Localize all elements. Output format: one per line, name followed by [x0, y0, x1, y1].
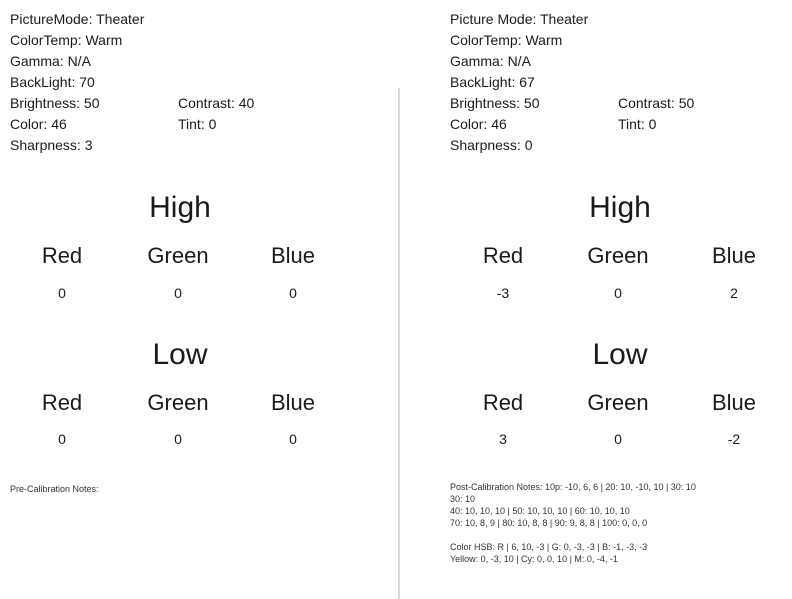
- post-calibration-column: [400, 0, 792, 599]
- calibration-notes: [450, 481, 696, 565]
- low-blue-label: Blue: [711, 390, 757, 415]
- contrast: Contrast: 40: [178, 95, 255, 111]
- color: Color: 46: [10, 116, 67, 132]
- notes-line: Yellow: 0, -3, 10 | Cy: 0, 0, 10 | M: 0, -4, -1: [450, 554, 618, 564]
- high-red-label: Red: [41, 243, 83, 268]
- picture-mode: Picture Mode: Theater: [450, 11, 589, 27]
- low-heading: Low: [152, 338, 208, 371]
- notes-spacer: [450, 529, 696, 541]
- low-red-label: Red: [41, 390, 83, 415]
- low-green-value: 0: [614, 431, 622, 447]
- color: Color: 46: [450, 116, 507, 132]
- low-red-value: 3: [499, 431, 507, 447]
- low-green-label: Green: [587, 390, 649, 415]
- high-green-value: 0: [174, 285, 182, 301]
- notes-line: Post-Calibration Notes: 10p: -10, 6, 6 | 20: 10, -10, 10 | 30: 10: [450, 482, 696, 492]
- low-red-label: Red: [482, 390, 524, 415]
- notes-line: 30: 10: [450, 494, 476, 504]
- calibration-notes: [10, 483, 99, 495]
- low-blue-label: Blue: [270, 390, 316, 415]
- high-blue-value: 2: [730, 285, 738, 301]
- settings-list: [10, 9, 255, 156]
- low-green-value: 0: [174, 431, 182, 447]
- high-blue-label: Blue: [711, 243, 757, 268]
- brightness: Brightness: 50: [450, 95, 540, 111]
- tint: Tint: 0: [178, 116, 217, 132]
- notes-line: Pre-Calibration Notes:: [10, 484, 99, 494]
- picture-mode: PictureMode: Theater: [10, 11, 145, 27]
- backlight: BackLight: 67: [450, 74, 535, 90]
- high-red-value: 0: [58, 285, 66, 301]
- high-blue-label: Blue: [270, 243, 316, 268]
- sharpness: Sharpness: 3: [10, 137, 93, 153]
- brightness: Brightness: 50: [10, 95, 100, 111]
- high-red-value: -3: [496, 285, 510, 301]
- notes-line: 70: 10, 8, 9 | 80: 10, 8, 8 | 90: 9, 8, 8 | 100: 0, 0, 0: [450, 518, 648, 528]
- high-red-label: Red: [482, 243, 524, 268]
- color-temp: ColorTemp: Warm: [10, 32, 123, 48]
- backlight: BackLight: 70: [10, 74, 95, 90]
- low-red-value: 0: [58, 431, 66, 447]
- notes-line: Color HSB: R | 6, 10, -3 | G: 0, -3, -3 | B: -1, -3, -3: [450, 542, 648, 552]
- gamma: Gamma: N/A: [450, 53, 531, 69]
- low-blue-value: -2: [727, 431, 741, 447]
- high-heading: High: [149, 191, 211, 224]
- low-heading: Low: [592, 338, 648, 371]
- high-green-label: Green: [587, 243, 649, 268]
- low-green-label: Green: [147, 390, 209, 415]
- gamma: Gamma: N/A: [10, 53, 91, 69]
- high-green-value: 0: [614, 285, 622, 301]
- high-blue-value: 0: [289, 285, 297, 301]
- notes-line: 40: 10, 10, 10 | 50: 10, 10, 10 | 60: 10, 10, 10: [450, 506, 630, 516]
- color-temp: ColorTemp: Warm: [450, 32, 563, 48]
- high-heading: High: [589, 191, 651, 224]
- pre-calibration-column: [0, 0, 392, 599]
- high-green-label: Green: [147, 243, 209, 268]
- tint: Tint: 0: [618, 116, 657, 132]
- contrast: Contrast: 50: [618, 95, 695, 111]
- low-blue-value: 0: [289, 431, 297, 447]
- sharpness: Sharpness: 0: [450, 137, 533, 153]
- settings-list: [450, 9, 695, 156]
